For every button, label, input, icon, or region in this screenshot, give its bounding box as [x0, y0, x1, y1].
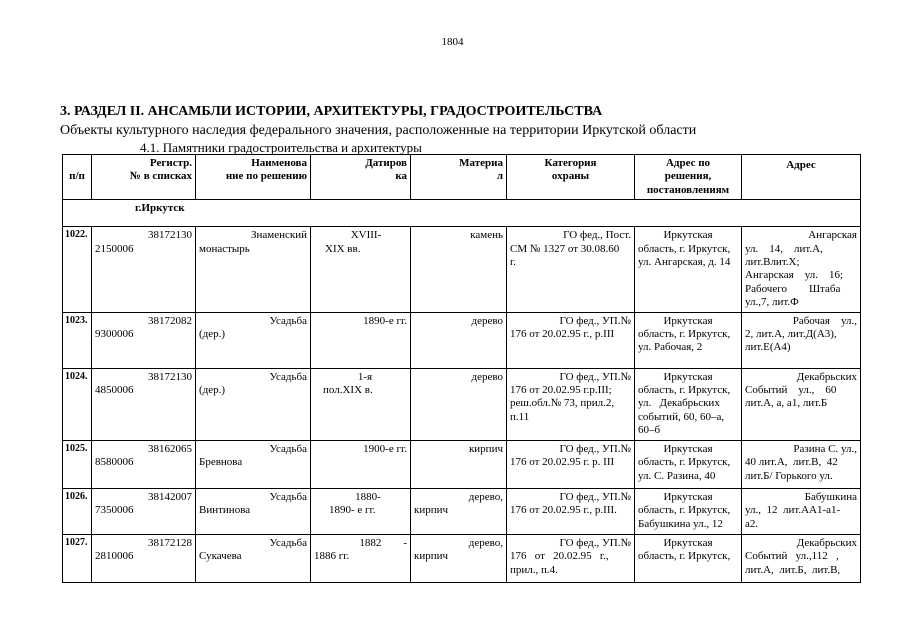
- object-name: Усадьба Бревнова: [196, 440, 311, 488]
- header-address: Адрес: [742, 155, 861, 200]
- reg-number: 38162065 8580006: [92, 440, 196, 488]
- row-number: 1025.: [63, 440, 92, 488]
- table-row: [63, 488, 861, 534]
- header-address-decision: Адрес по решения, постановлениям: [635, 155, 742, 200]
- material: кирпич: [411, 440, 507, 488]
- table-row: [63, 368, 861, 440]
- row-number: 1023.: [63, 312, 92, 368]
- object-name: Усадьба (дер.): [196, 368, 311, 440]
- address: Разина С. ул., 40 лит.А, лит.В, 42 лит.Б/ Горького ул.: [742, 440, 861, 488]
- row-number: 1022.: [63, 227, 92, 312]
- header-num: п/п: [63, 155, 92, 200]
- row-number: 1026.: [63, 488, 92, 534]
- table-row: [63, 312, 861, 368]
- header-material: Материа л: [411, 155, 507, 200]
- reg-number: 38172130 4850006: [92, 368, 196, 440]
- reg-number: 38142007 7350006: [92, 488, 196, 534]
- table-row: [63, 227, 861, 312]
- material: дерево, кирпич: [411, 534, 507, 582]
- address-by-decision: Иркутская область, г. Иркутск, ул. Декабрьских событий, 60, 60–а, 60–б: [635, 368, 742, 440]
- object-name: Знаменский монастырь: [196, 227, 311, 312]
- address-by-decision: Иркутская область, г. Иркутск, ул. С. Разина, 40: [635, 440, 742, 488]
- table-header-row: [63, 155, 861, 200]
- address: Декабрьских Событий ул.,112 , лит.А, лит.Б, лит.В,: [742, 534, 861, 582]
- object-name: Усадьба Сукачева: [196, 534, 311, 582]
- reg-number: 38172130 2150006: [92, 227, 196, 312]
- address: Рабочая ул., 2, лит.А, лит.Д(А3), лит.Е(А4): [742, 312, 861, 368]
- dating: 1900-е гг.: [311, 440, 411, 488]
- header-reg: Регистр. № в списках: [92, 155, 196, 200]
- address: Бабушкина ул., 12 лит.АА1-а1- а2.: [742, 488, 861, 534]
- city-row: [63, 200, 861, 227]
- city-label: г.Иркутск: [63, 200, 861, 227]
- row-number: 1024.: [63, 368, 92, 440]
- dating: 1-я пол.XIX в.: [311, 368, 411, 440]
- page-number: 1804: [441, 36, 464, 48]
- dating: 1882 - 1886 гг.: [311, 534, 411, 582]
- dating: 1880- 1890- е гг.: [311, 488, 411, 534]
- protection-category: ГО фед., УП.№ 176 от 20.02.95 г. р. III: [507, 440, 635, 488]
- header-category: Категория охраны: [507, 155, 635, 200]
- heritage-register-table: [62, 154, 861, 583]
- protection-category: ГО фед., УП.№ 176 от 20.02.95 г., р.III: [507, 312, 635, 368]
- header-name: Наименова ние по решению: [196, 155, 311, 200]
- address-by-decision: Иркутская область, г. Иркутск, Бабушкина ул., 12: [635, 488, 742, 534]
- material: дерево: [411, 368, 507, 440]
- dating: 1890-е гг.: [311, 312, 411, 368]
- address: Декабрьских Событий ул., 60 лит.А, а, а1, лит.Б: [742, 368, 861, 440]
- material: дерево, кирпич: [411, 488, 507, 534]
- reg-number: 38172128 2810006: [92, 534, 196, 582]
- table-row: [63, 534, 861, 582]
- object-name: Усадьба (дер.): [196, 312, 311, 368]
- table-row: [63, 440, 861, 488]
- row-number: 1027.: [63, 534, 92, 582]
- material: дерево: [411, 312, 507, 368]
- document-subtitle: Объекты культурного наследия федерального значения, расположенные на территории Иркутской области: [60, 123, 697, 138]
- section-title: 3. РАЗДЕЛ II. АНСАМБЛИ ИСТОРИИ, АРХИТЕКТУРЫ, ГРАДОСТРОИТЕЛЬСТВА: [60, 104, 603, 119]
- protection-category: ГО фед., УП.№ 176 от 20.02.95 г.р.III; реш.обл.№ 73, прил.2, п.11: [507, 368, 635, 440]
- protection-category: ГО фед., Пост. СМ № 1327 от 30.08.60 г.: [507, 227, 635, 312]
- header-date: Датиров ка: [311, 155, 411, 200]
- reg-number: 38172082 9300006: [92, 312, 196, 368]
- address-by-decision: Иркутская область, г. Иркутск,: [635, 534, 742, 582]
- address: Ангарская ул. 14, лит.А, лит.Влит.Х; Ангарская ул. 16; Рабочего Штаба ул.,7, лит.Ф: [742, 227, 861, 312]
- object-name: Усадьба Винтинова: [196, 488, 311, 534]
- dating: XVIII- XIX вв.: [311, 227, 411, 312]
- material: камень: [411, 227, 507, 312]
- subsection-title: 4.1. Памятники градостроительства и архитектуры: [140, 140, 422, 155]
- address-by-decision: Иркутская область, г. Иркутск, ул. Рабочая, 2: [635, 312, 742, 368]
- protection-category: ГО фед., УП.№ 176 от 20.02.95 г., прил., п.4.: [507, 534, 635, 582]
- address-by-decision: Иркутская область, г. Иркутск, ул. Ангарская, д. 14: [635, 227, 742, 312]
- protection-category: ГО фед., УП.№ 176 от 20.02.95 г., р.III.: [507, 488, 635, 534]
